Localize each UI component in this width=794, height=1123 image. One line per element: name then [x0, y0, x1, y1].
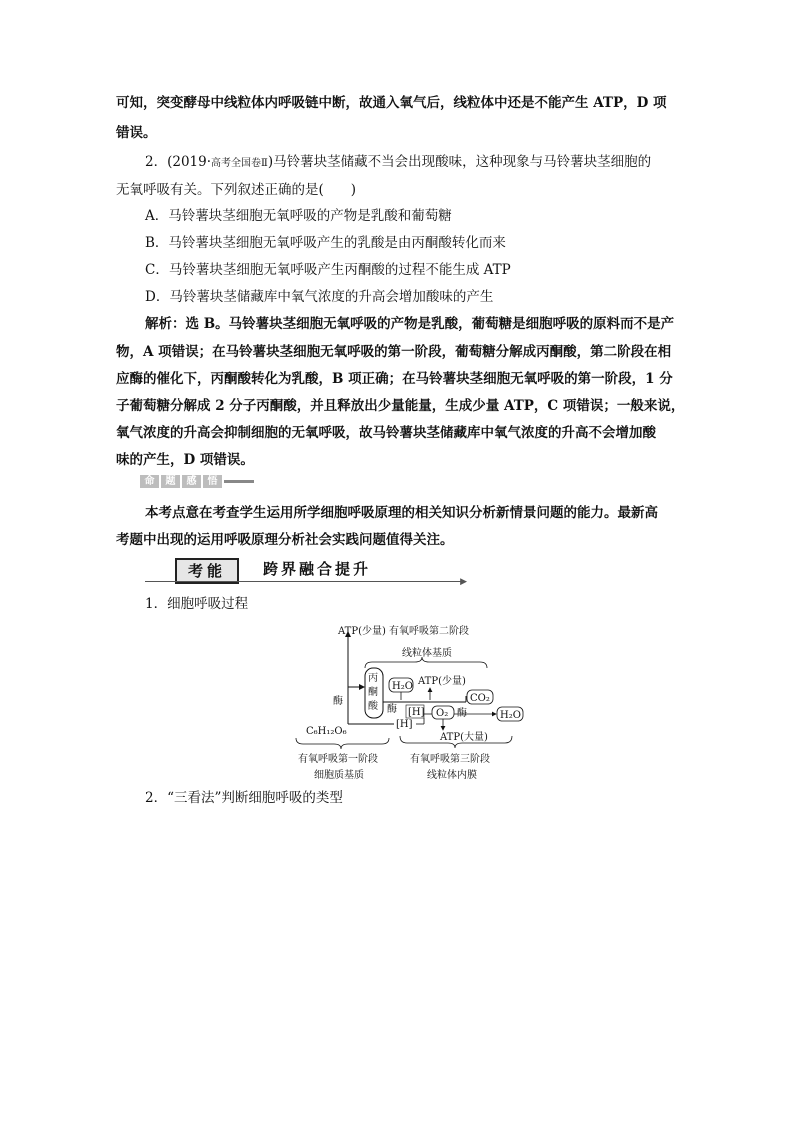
- cell-respiration-diagram: [290, 612, 540, 782]
- question-source-close: ): [267, 154, 274, 170]
- mito-matrix-label: 线粒体基质: [402, 648, 452, 659]
- question-number: 2．: [145, 154, 168, 170]
- section-title: 跨界融合提升: [263, 560, 372, 578]
- insight-tag-char-3: 感: [182, 475, 201, 488]
- enzyme-right-label: 酶: [457, 708, 467, 719]
- item-2-title: 2．“三看法”判断细胞呼吸的类型: [145, 790, 343, 806]
- insight-line-1: 本考点意在考查学生运用所学细胞呼吸原理的相关知识分析新情景问题的能力。最新高: [145, 505, 658, 521]
- pyruvate-char-3: 酸: [368, 701, 378, 712]
- intro-line-2: 错误。: [116, 125, 157, 141]
- o2-label: O₂: [436, 708, 449, 719]
- insight-tag-char-2: 题: [161, 475, 180, 488]
- stage-1-label: 有氧呼吸第一阶段: [298, 754, 378, 765]
- insight-line-2: 考题中出现的运用呼吸原理分析社会实践问题值得关注。: [116, 532, 454, 548]
- question-source-exam: 高考全国卷Ⅱ: [211, 158, 268, 169]
- analysis-line-5: 氧气浓度的升高会抑制细胞的无氧呼吸，故马铃薯块茎储藏库中氧气浓度的升高不会增加酸: [116, 425, 656, 441]
- h2o-out-label: H₂O: [500, 710, 521, 721]
- atp-top-label: ATP(少量) 有氧呼吸第二阶段: [338, 626, 470, 637]
- intro-line-1: 可知，突变酵母中线粒体内呼吸链中断，故通入氧气后，线粒体中还是不能产生 ATP，D 项: [116, 95, 667, 111]
- stage-3-label: 有氧呼吸第三阶段: [410, 754, 490, 765]
- question-stem-line-2: 无氧呼吸有关。下列叙述正确的是( ): [116, 182, 357, 198]
- section-underline: [145, 581, 463, 582]
- item-1-title: 1．细胞呼吸过程: [145, 596, 249, 612]
- option-d: D．马铃薯块茎储藏库中氧气浓度的升高会增加酸味的产生: [145, 289, 494, 305]
- insight-tag-rule: [224, 480, 254, 483]
- analysis-line-2: 物，A 项错误；在马铃薯块茎细胞无氧呼吸的第一阶段，葡萄糖分解成丙酮酸，第二阶段在相: [116, 344, 672, 360]
- enzyme-mid-label: 酶: [387, 704, 397, 715]
- co2-label: CO₂: [470, 693, 490, 704]
- option-a: A．马铃薯块茎细胞无氧呼吸的产物是乳酸和葡萄糖: [145, 208, 452, 224]
- analysis-line-4: 子葡萄糖分解成 2 分子丙酮酸，并且释放出少量能量，生成少量 ATP，C 项错误；一般来说，: [116, 398, 685, 414]
- inner-membrane-label: 线粒体内膜: [427, 770, 477, 781]
- h-lower-label: [H]: [396, 719, 413, 730]
- section-heading: [145, 556, 467, 587]
- cytoplasm-label: 细胞质基质: [314, 770, 364, 781]
- insight-tag: [140, 475, 254, 488]
- analysis-line-3: 应酶的催化下，丙酮酸转化为乳酸，B 项正确；在马铃薯块茎细胞无氧呼吸的第一阶段，1 分: [116, 371, 673, 387]
- option-b: B．马铃薯块茎细胞无氧呼吸产生的乳酸是由丙酮酸转化而来: [145, 235, 506, 251]
- section-arrow-icon: ▶: [460, 577, 467, 587]
- pyruvate-char-1: 丙: [368, 673, 378, 684]
- enzyme-left-label: 酶: [333, 696, 343, 707]
- section-badge: 考能: [175, 558, 239, 584]
- question-source-year: (2019·: [167, 154, 212, 170]
- analysis-line-6: 味的产生，D 项错误。: [116, 452, 254, 468]
- analysis-line-1: 解析：选 B。马铃薯块茎细胞无氧呼吸的产物是乳酸，葡萄糖是细胞呼吸的原料而不是产: [145, 316, 675, 332]
- question-stem-line-1: [145, 152, 651, 174]
- pyruvate-char-2: 酮: [368, 687, 378, 698]
- h-upper-label: [H]: [408, 707, 425, 718]
- atp-small-2-label: ATP(少量): [418, 676, 466, 687]
- h2o-in-label: H₂O: [392, 681, 413, 692]
- insight-tag-char-4: 悟: [203, 475, 222, 488]
- question-stem-part-1: 马铃薯块茎储藏不当会出现酸味，这种现象与马铃薯块茎细胞的: [273, 154, 652, 170]
- glucose-label: C₆H₁₂O₆: [306, 726, 347, 737]
- atp-large-label: ATP(大量): [440, 732, 488, 743]
- insight-tag-char-1: 命: [140, 475, 159, 488]
- option-c: C．马铃薯块茎细胞无氧呼吸产生丙酮酸的过程不能生成 ATP: [145, 262, 511, 278]
